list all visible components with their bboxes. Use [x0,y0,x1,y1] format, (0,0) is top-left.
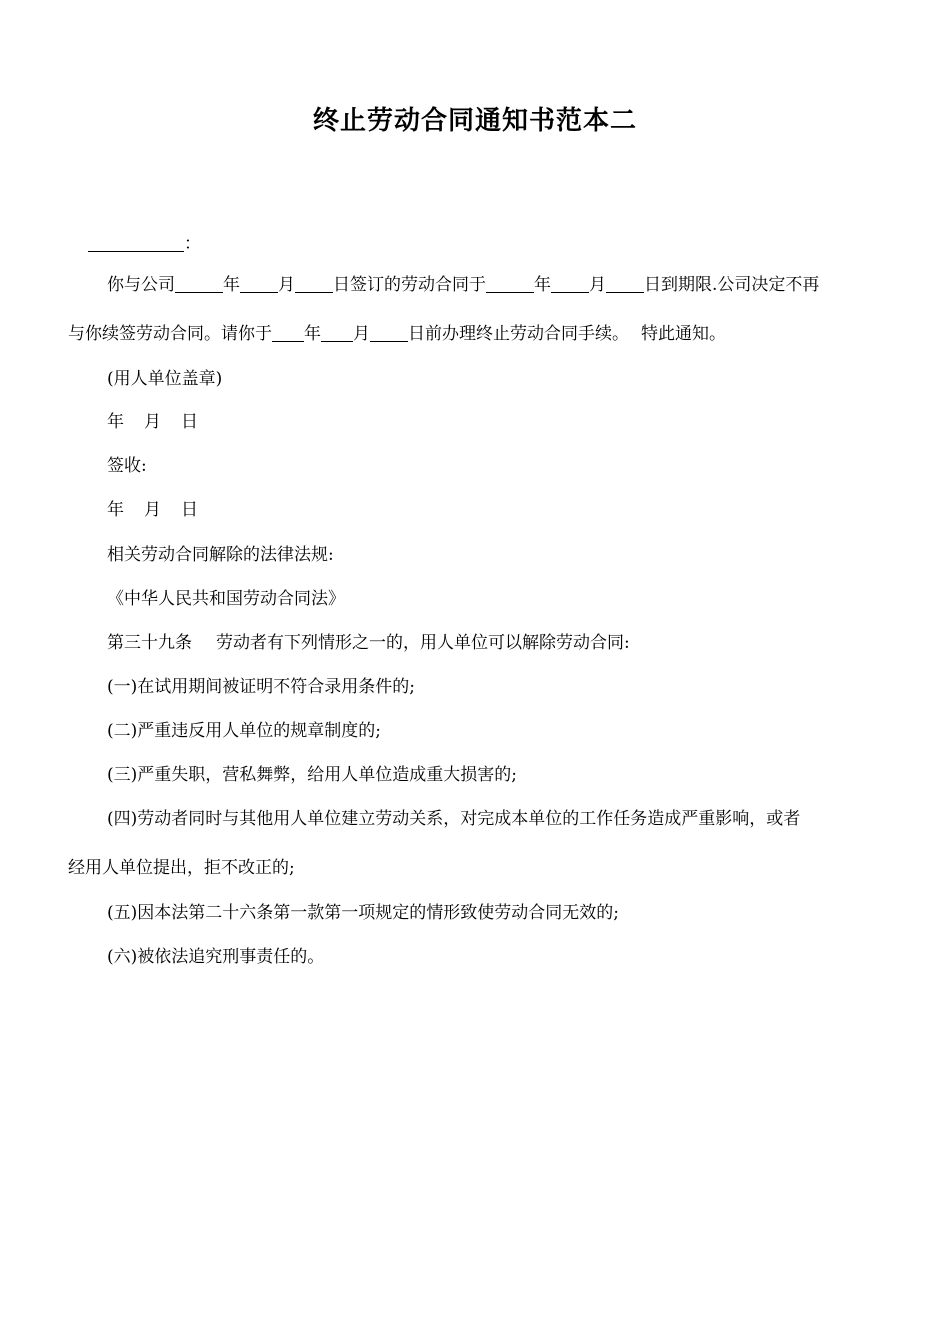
notice-text: 你与公司 [107,275,175,295]
list-item: (一)在试用期间被证明不符合录用条件的; [107,677,415,697]
salutation-line [88,232,201,256]
article-line [107,631,630,655]
list-item: (二)严重违反用人单位的规章制度的; [107,721,381,741]
date-line-2 [107,498,198,522]
date-year: 年 [107,500,124,520]
list-item: (六)被依法追究刑事责任的。 [107,947,325,967]
sign-month-blank [240,275,278,293]
notice-line-2 [68,322,726,346]
document-title: 终止劳动合同通知书范本二 [312,106,637,136]
sign-day-blank [295,275,333,293]
notice-text: 日到期限.公司决定不再 [644,275,820,295]
deadline-day-blank [370,324,408,342]
article-number: 第三十九条 [107,633,192,653]
list-item: (三)严重失职，营私舞弊，给用人单位造成重大损害的; [107,765,517,785]
expire-month-blank [551,275,589,293]
list-item-continuation: 经用人单位提出，拒不改正的; [68,858,295,878]
sign-year-blank [175,275,223,293]
law-name: 《中华人民共和国劳动合同法》 [107,589,345,609]
list-item: (四)劳动者同时与其他用人单位建立劳动关系，对完成本单位的工作任务造成严重影响，或者 [107,809,801,829]
deadline-year-blank [272,324,304,342]
date-day: 日 [181,412,198,432]
year-label: 年 [223,275,240,295]
notice-closing: 特此通知。 [641,324,726,344]
date-month: 月 [144,500,161,520]
notice-line-1 [107,273,819,297]
list-item: (五)因本法第二十六条第一款第一项规定的情形致使劳动合同无效的; [107,903,619,923]
date-year: 年 [107,412,124,432]
deadline-month-blank [321,324,353,342]
notice-text: 日前办理终止劳动合同手续。 [408,324,629,344]
month-label: 月 [589,275,606,295]
recipient-blank [88,234,184,252]
article-text: 劳动者有下列情形之一的，用人单位可以解除劳动合同: [216,633,630,653]
expire-year-blank [486,275,534,293]
month-label: 月 [353,324,370,344]
date-day: 日 [181,500,198,520]
date-month: 月 [144,412,161,432]
sign-receipt-line: 签收: [107,456,147,476]
month-label: 月 [278,275,295,295]
laws-heading: 相关劳动合同解除的法律法规: [107,545,334,565]
year-label: 年 [304,324,321,344]
salutation-colon: ： [184,234,201,254]
date-line-1 [107,410,198,434]
seal-line: (用人单位盖章) [107,369,223,389]
notice-text: 日签订的劳动合同于 [333,275,486,295]
notice-text: 与你续签劳动合同。请你于 [68,324,272,344]
expire-day-blank [606,275,644,293]
year-label: 年 [534,275,551,295]
